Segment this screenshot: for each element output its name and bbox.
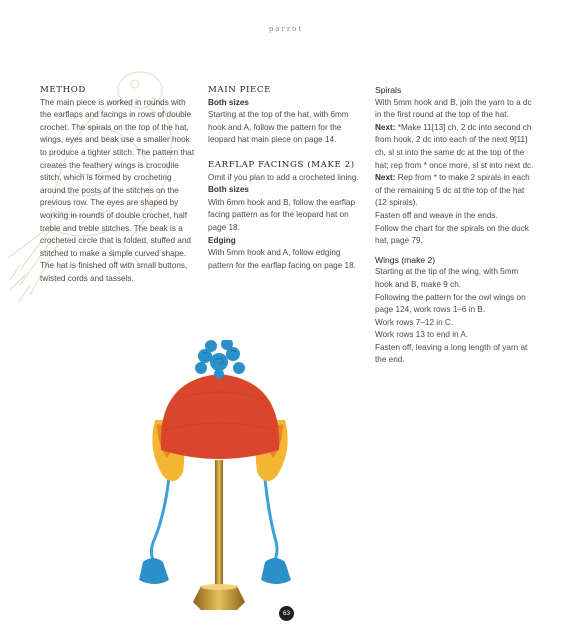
spirals-next-2 [375,172,535,210]
next-1-text: *Make 11[13] ch, 2 dc into second ch from hook, 2 dc into each of the next 9[11] ch, sl st into the same dc at the top of the hat; rep from * once more, sl st into next dc. [375,122,534,170]
spirals-follow: Follow the chart for the spirals on the duck hat, page 79. [375,223,529,246]
next-2-text: Rep from * to make 2 spirals in each of the remaining 5 dc at the top of the hat (12 spirals). [375,173,530,208]
parrot-hat-photo [135,340,305,620]
wings-fasten: Fasten off, leaving a long length of yarn at the end. [375,342,528,365]
wings-intro: Starting at the tip of the wing, with 5mm hook and B, make 9 ch. [375,267,519,289]
wings-heading: Wings (make 2) [375,254,436,265]
next-label: Next: [375,173,396,183]
spirals-fasten: Fasten off and weave in the ends. [375,210,498,220]
spirals-intro: With 5mm hook and B, join the yarn to a dc in the first round at the top of the hat. [375,97,532,120]
earflap-body: With 6mm hook and B, follow the earflap facing pattern as for the leopard hat on page 18. [208,197,355,232]
wings-rows-a: Work rows 13 to end in A. [375,330,469,340]
main-piece-body: Starting at the top of the hat, with 6mm hook and A, follow the pattern for the leopard hat main piece on page 14. [208,110,349,145]
earflap-heading: EARFLAP FACINGS (MAKE 2) [208,159,355,170]
wings-follow: Following the pattern for the owl wings on page 124, work rows 1–6 in B. [375,292,526,315]
main-piece-heading: MAIN PIECE [208,85,271,95]
edging-body: With 5mm hook and A, follow edging pattern for the earflap facing on page 18. [208,248,356,270]
method-heading: METHOD [40,85,86,95]
spirals-heading: Spirals [375,85,402,95]
method-body: The main piece is worked in rounds with the earflaps and facings in rows of double crochet. The spirals on the top of the hat, wings, eyes and beak use a smaller hook to produce a tighter stitch. The pattern that creates the feathery wings is crocodile stitch, which is formed by crocheting around the posts of the stitches on the previous row. The eyes are shaped by working in rounds of double crochet, half treble and treble stitches. The beak is a crocheted circle that is folded, stuffed and stitched to make a simple curved shape. The hat is finished off with small buttons, twisted cords and tassels. [40,97,195,283]
wings-rows-c: Work rows 7–12 in C. [375,317,454,327]
column-main-piece [208,84,363,272]
page-number: 63 [279,606,294,621]
main-piece-subheading: Both sizes [208,97,249,107]
next-label: Next: [375,122,396,132]
spirals-next-1 [375,122,535,172]
edging-subheading: Edging [208,235,236,245]
column-spirals-wings [375,84,535,367]
running-head: parrot [268,25,304,33]
earflap-subheading: Both sizes [208,185,249,195]
column-method [40,84,195,286]
earflap-intro: Omit if you plan to add a crocheted lining. [208,172,359,182]
